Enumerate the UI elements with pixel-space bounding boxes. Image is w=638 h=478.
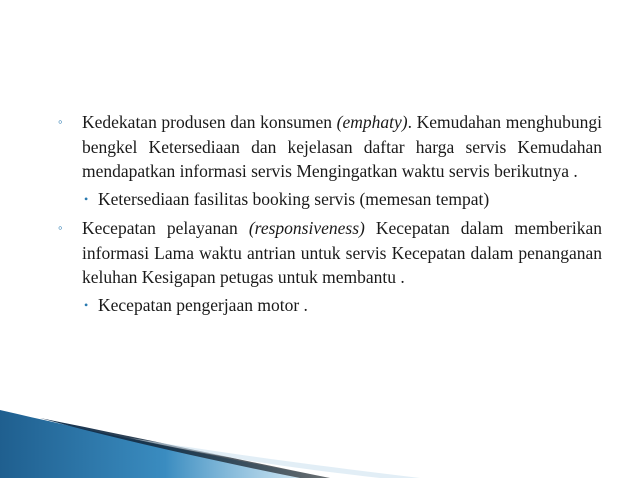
sub-bullet-text: Kecepatan pengerjaan motor .: [98, 294, 308, 315]
bullet-text-rest: . Kemudahan menghubungi bengkel Ketersediaan dan kejelasan daftar harga servis Kemudahan mendapatkan informasi servis Mengingatkan waktu servis berikutnya .: [82, 112, 602, 181]
bullet-text-rest: Kecepatan dalam memberikan informasi Lama waktu antrian untuk servis Kecepatan dalam penanganan keluhan Kesigapan petugas untuk membantu .: [82, 218, 602, 287]
sub-bullet-text: Ketersediaan fasilitas booking servis (memesan tempat): [98, 188, 490, 209]
slide-content: [58, 110, 602, 322]
bullet-marker-icon: ◦: [58, 114, 63, 129]
bullet-text: Kecepatan pelayanan: [82, 218, 249, 238]
decorative-wave-icon: [0, 388, 638, 478]
sub-bullet-booking: [58, 187, 602, 212]
bullet-italic-term: (emphaty): [336, 112, 408, 132]
bullet-marker-icon: ◦: [58, 220, 63, 235]
sub-bullet-marker-icon: •: [84, 191, 89, 206]
sub-bullet-pengerjaan: [58, 293, 602, 318]
bullet-italic-term: (responsiveness): [248, 218, 365, 238]
bullet-text: Kedekatan produsen dan konsumen: [82, 112, 337, 132]
sub-bullet-marker-icon: •: [84, 297, 89, 312]
bullet-emphaty: [58, 110, 602, 184]
bullet-responsiveness: [58, 216, 602, 290]
